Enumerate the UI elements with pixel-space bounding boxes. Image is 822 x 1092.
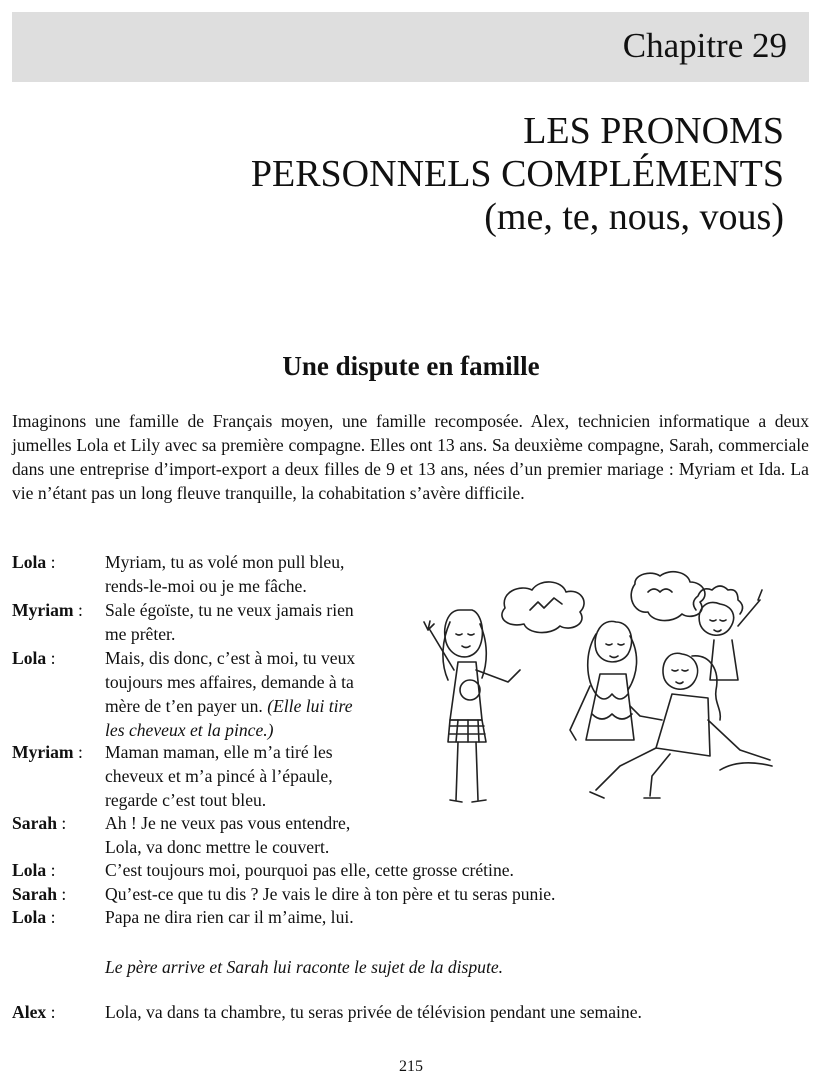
speech-line: me prêter.: [105, 624, 176, 644]
girl-front-figure: [590, 653, 770, 798]
speech-text: [105, 882, 555, 906]
speech-line: Maman maman, elle m’a tiré les: [105, 742, 333, 762]
speaker-colon: :: [77, 742, 83, 762]
speech-line: toujours mes affaires, demande à ta: [105, 672, 354, 692]
speaker-name: Sarah: [12, 884, 57, 904]
speech-line: rends-le-moi ou je me fâche.: [105, 576, 307, 596]
speech-text: [105, 1000, 642, 1024]
chapter-label: Chapitre 29: [622, 26, 787, 65]
speaker-name: Lola: [12, 552, 47, 572]
speech-text: [105, 740, 333, 812]
speech-text: [105, 905, 354, 929]
speaker-name: Alex: [12, 1002, 47, 1022]
girl-top-right-figure: [693, 586, 762, 680]
stage-direction: (Elle lui tire: [267, 696, 353, 716]
speech-line: C’est toujours moi, pourquoi pas elle, cette grosse crétine.: [105, 860, 514, 880]
speech-line: Ah ! Je ne veux pas vous entendre,: [105, 813, 351, 833]
speaker-name: Sarah: [12, 813, 57, 833]
girl-left-figure: [424, 610, 520, 802]
speaker-name: Myriam: [12, 600, 74, 620]
speech-line: cheveux et m’a pincé à l’épaule,: [105, 766, 333, 786]
girl-middle-figure: [570, 621, 637, 740]
page-number: 215: [399, 1058, 423, 1075]
title-subtitle: (me, te, nous, vous): [484, 196, 784, 238]
speaker-colon: :: [50, 907, 56, 927]
section-title: Une dispute en famille: [282, 351, 540, 381]
speaker-name: Lola: [12, 648, 47, 668]
speaker-colon: :: [50, 648, 56, 668]
speaker-name: Lola: [12, 907, 47, 927]
family-argument-illustration: [420, 570, 775, 810]
speech-line: Papa ne dira rien car il m’aime, lui.: [105, 907, 354, 927]
speaker-colon: :: [61, 884, 67, 904]
speaker-colon: :: [77, 600, 83, 620]
chapter-header: [12, 12, 809, 82]
intro-paragraph: Imaginons une famille de Français moyen, une famille recomposée. Alex, technicien informatique a deux jumelles Lola et Lily avec sa première compagne. Elles ont 13 ans. Sa deuxième compagne, Sarah, commerciale dans une entreprise d’import-export a deux filles de 9 et 13 ans, nées d’un premier mariage : Myriam et Ida. La vie n’étant pas un long fleuve tranquille, la cohabitation s’avère difficile.: [12, 411, 809, 503]
speech-line: Qu’est-ce que tu dis ? Je vais le dire à ton père et tu seras punie.: [105, 884, 556, 904]
speech-text: [105, 646, 355, 742]
speech-line: Lola, va dans ta chambre, tu seras privée de télévision pendant une semaine.: [105, 1002, 642, 1022]
speech-line: Lola, va donc mettre le couvert.: [105, 837, 330, 857]
speech-text: [105, 858, 514, 882]
speaker-colon: :: [50, 1002, 56, 1022]
title-line: PERSONNELS COMPLÉMENTS: [250, 153, 784, 195]
speech-text: [105, 598, 354, 646]
speaker-name: Lola: [12, 860, 47, 880]
speech-line: mère de t’en payer un. (Elle lui tire: [105, 696, 353, 716]
title-line: LES PRONOMS: [523, 110, 784, 152]
narration: Le père arrive et Sarah lui raconte le sujet de la dispute.: [105, 957, 504, 977]
speaker-name: Myriam: [12, 742, 74, 762]
speech-text: [105, 811, 350, 859]
thought-cloud-right: [631, 572, 705, 621]
speech-line: Mais, dis donc, c’est à moi, tu veux: [105, 648, 356, 668]
speech-line: regarde c’est tout bleu.: [105, 790, 267, 810]
speech-text: [105, 550, 344, 598]
speaker-colon: :: [50, 860, 56, 880]
speech-line: Myriam, tu as volé mon pull bleu,: [105, 552, 345, 572]
page-title: [251, 110, 784, 239]
speaker-colon: :: [61, 813, 67, 833]
stage-direction: les cheveux et la pince.): [105, 720, 274, 740]
speech-line: Sale égoïste, tu ne veux jamais rien: [105, 600, 354, 620]
speaker-colon: :: [50, 552, 56, 572]
